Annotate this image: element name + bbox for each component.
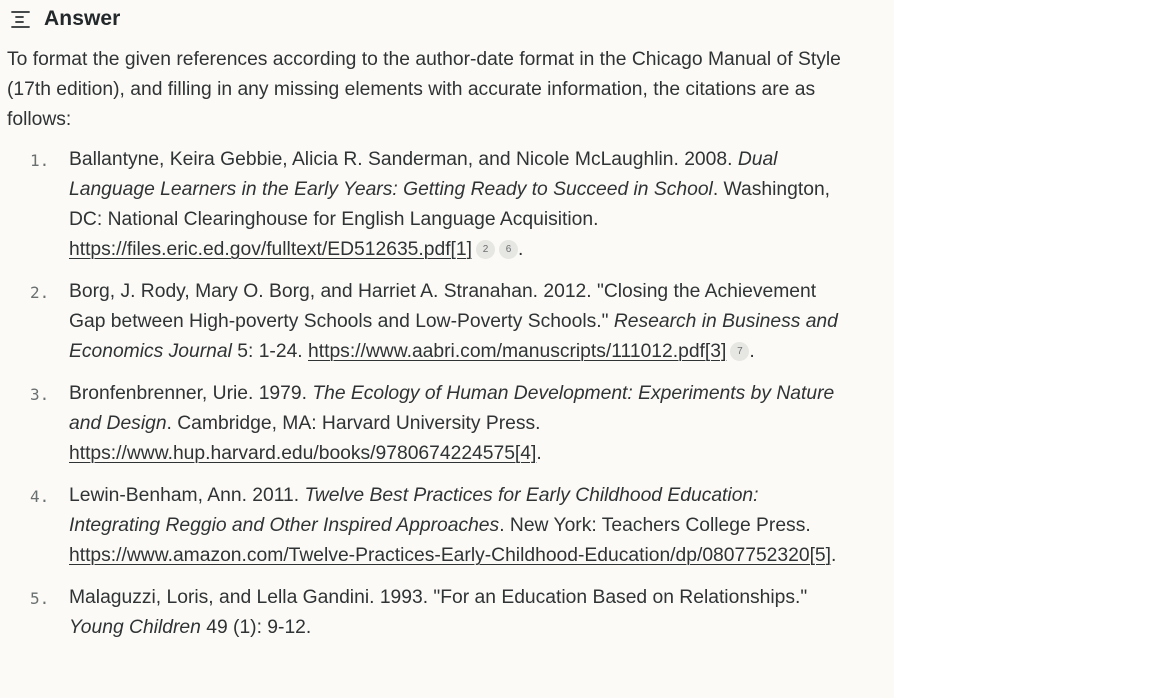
reference-link[interactable]: https://www.amazon.com/Twelve-Practices-Early-Childhood-Education/dp/0807752320[5] [69,545,832,566]
intro-paragraph: To format the given references according to the author-date format in the Chicago Manual of Style (17th edition), and filling in any missing elements with accurate information, the citations are as follows: [7,49,841,130]
reference-journal: Research in Business and Economics Journal [69,311,838,362]
reference-authors: Lewin-Benham, Ann. 2011. [69,485,305,506]
reference-authors: Malaguzzi, Loris, and Lella Gandini. 1993. "For an Education Based on Relationships." [69,587,808,608]
reference-item [0,145,860,265]
reference-publisher: . Cambridge, MA: Harvard University Press. [166,413,541,434]
reference-number: 5. [30,589,50,608]
reference-item [0,481,860,571]
citation-badge[interactable]: 7 [730,342,749,361]
reference-publisher: . New York: Teachers College Press. [499,515,811,536]
reference-number: 3. [30,385,50,404]
reference-link[interactable]: https://www.hup.harvard.edu/books/9780674224575[4] [69,443,537,464]
reference-link[interactable]: https://www.aabri.com/manuscripts/111012.pdf[3] [308,341,727,362]
reference-number: 4. [30,487,50,506]
reference-title: Twelve Best Practices for Early Childhood Education: Integrating Reggio and Other Inspired Approaches [69,485,759,536]
citation-badge[interactable]: 2 [476,240,495,259]
reference-link[interactable]: https://files.eric.ed.gov/fulltext/ED512635.pdf[1] [69,239,472,260]
reference-end: . [749,341,755,362]
reference-list [0,145,860,655]
reference-end: . [518,239,524,260]
reference-title: Dual Language Learners in the Early Years: Getting Ready to Succeed in School [69,149,778,200]
reference-title: The Ecology of Human Development: Experiments by Nature and Design [69,383,835,434]
reference-item [0,583,860,643]
reference-authors: Borg, J. Rody, Mary O. Borg, and Harriet A. Stranahan. 2012. "Closing the Achievement Gap between High-poverty Schools and Low-Poverty Schools." [69,281,817,332]
citation-badge[interactable]: 6 [499,240,518,259]
reference-publisher: . Washington, DC: National Clearinghouse for English Language Acquisition. [69,179,831,230]
answer-lines-icon [10,8,32,30]
reference-end: . [536,443,542,464]
reference-item [0,379,860,469]
reference-authors: Bronfenbrenner, Urie. 1979. [69,383,313,404]
reference-authors: Ballantyne, Keira Gebbie, Alicia R. Sanderman, and Nicole McLaughlin. 2008. [69,149,738,170]
answer-title: Answer [44,7,121,30]
reference-volume: 49 (1): 9-12. [200,617,312,638]
reference-volume: 5: 1-24. [231,341,309,362]
reference-item [0,277,860,367]
reference-end: . [831,545,837,566]
answer-header [10,4,120,34]
reference-journal: Young Children [69,617,201,638]
reference-number: 1. [30,151,50,170]
reference-number: 2. [30,283,50,302]
